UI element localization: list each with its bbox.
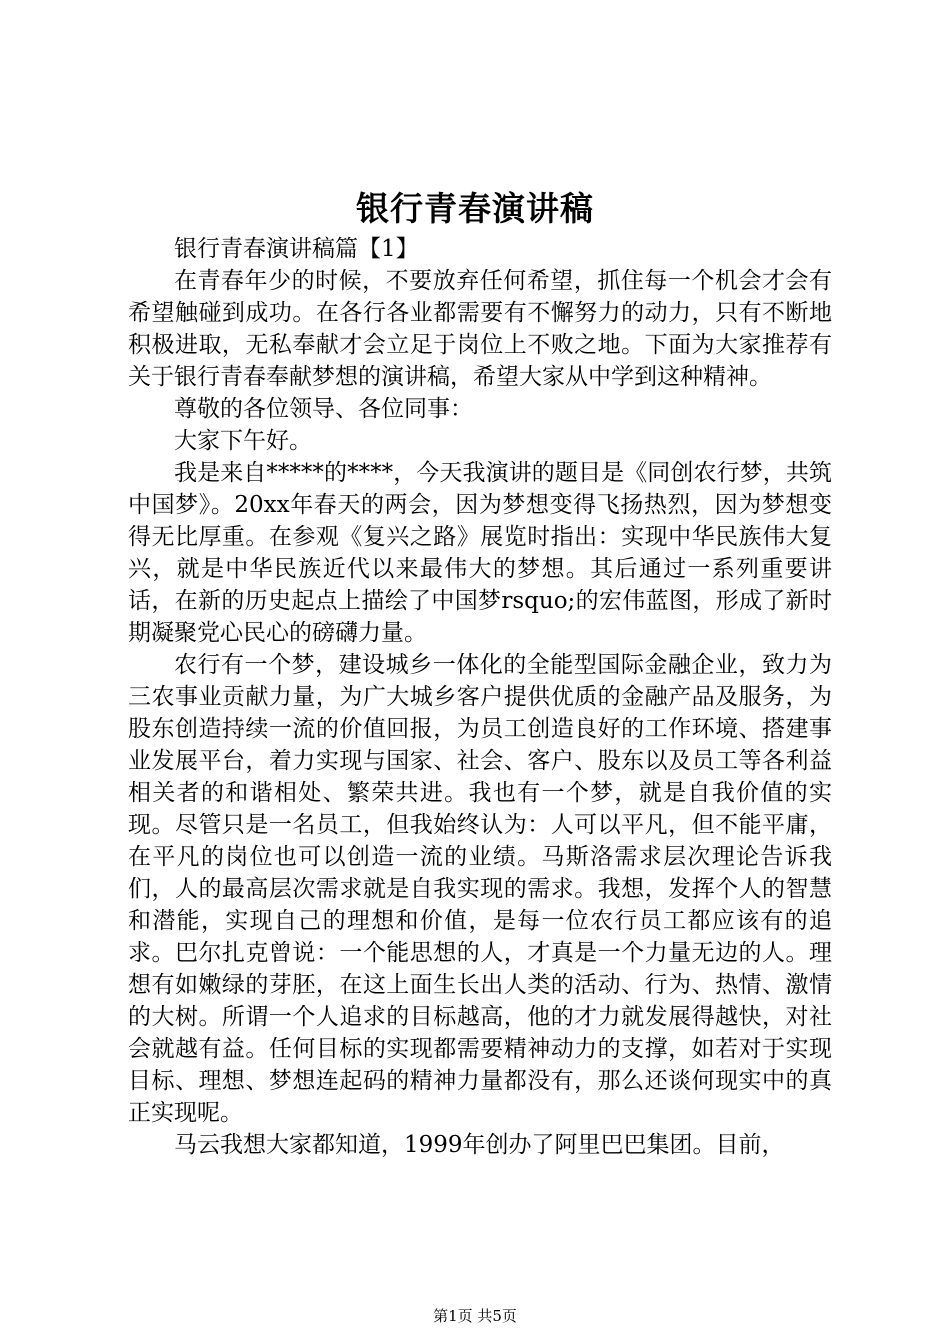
paragraph-greeting: 大家下午好。 bbox=[174, 428, 312, 454]
document-body bbox=[128, 233, 832, 1161]
paragraph-intro: 在青春年少的时候，不要放弃任何希望，抓住每一个机会才会有希望触碰到成功。在各行各业都需要有不懈努力的动力，只有不断地积极进取，无私奉献才会立足于岗位上不败之地。下面为大家推荐有关于银行青春奉献梦想的演讲稿，希望大家从中学到这种精神。 bbox=[128, 268, 832, 390]
paragraph-example: 马云我想大家都知道，1999年创办了阿里巴巴集团。目前， bbox=[174, 1132, 785, 1158]
section-heading: 银行青春演讲稿篇【1】 bbox=[174, 236, 419, 262]
document-title: 银行青春演讲稿 bbox=[356, 189, 594, 228]
paragraph-dream: 农行有一个梦，建设城乡一体化的全能型国际金融企业，致力为三农事业贡献力量，为广大城乡客户提供优质的金融产品及服务，为股东创造持续一流的价值回报，为员工创造良好的工作环境、搭建事业发展平台，着力实现与国家、社会、客户、股东以及员工等各利益相关者的和谐相处、繁荣共进。我也有一个梦，就是自我价值的实现。尽管只是一名员工，但我始终认为：人可以平凡，但不能平庸，在平凡的岗位也可以创造一流的业绩。马斯洛需求层次理论告诉我们，人的最高层次需求就是自我实现的需求。我想，发挥个人的智慧和潜能，实现自己的理想和价值，是每一位农行员工都应该有的追求。巴尔扎克曾说：一个能思想的人，才真是一个力量无边的人。理想有如嫩绿的芽胚，在这上面生长出人类的活动、行为、热情、激情的大树。所谓一个人追求的目标越高，他的才力就发展得越快，对社会就越有益。任何目标的实现都需要精神动力的支撑，如若对于实现目标、理想、梦想连起码的精神力量都没有，那么还谈何现实中的真正实现呢。 bbox=[128, 652, 832, 1126]
paragraph-salutation: 尊敬的各位领导、各位同事： bbox=[174, 396, 473, 422]
page-footer: 第1页 共5页 bbox=[433, 1307, 517, 1325]
paragraph-topic: 我是来自*****的****，今天我演讲的题目是《同创农行梦，共筑中国梦》。20xx年春天的两会，因为梦想变得飞扬热烈，因为梦想变得无比厚重。在参观《复兴之路》展览时指出：实现中华民族伟大复兴，就是中华民族近代以来最伟大的梦想。其后通过一系列重要讲话，在新的历史起点上描绘了中国梦rsquo;的宏伟蓝图，形成了新时期凝聚党心民心的磅礴力量。 bbox=[128, 460, 832, 646]
